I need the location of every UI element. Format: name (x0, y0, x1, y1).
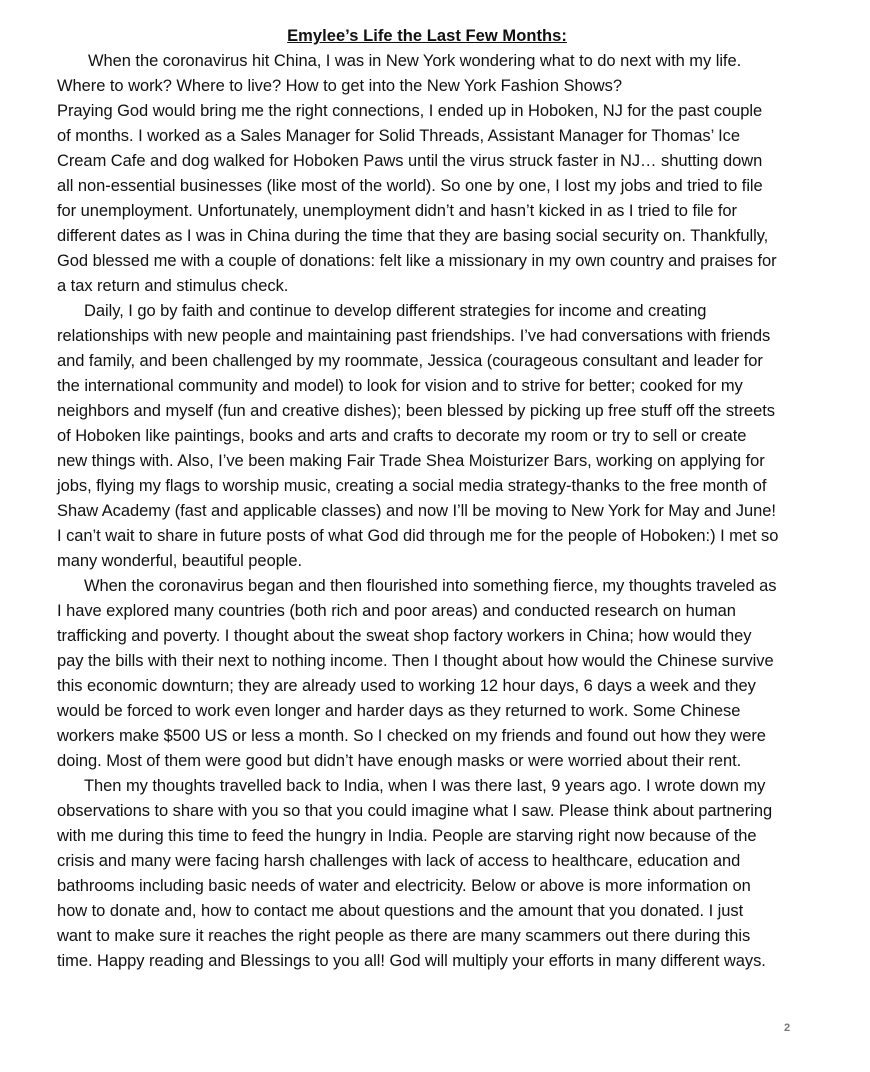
paragraph-line: Then my thoughts travelled back to India, when I was there last, 9 years ago. I wrote down my (84, 777, 766, 795)
paragraph-line: trafficking and poverty. I thought about the sweat shop factory workers in China; how would they (57, 627, 752, 645)
page-number: 2 (783, 1022, 791, 1034)
paragraph-line: of months. I worked as a Sales Manager for Solid Threads, Assistant Manager for Thomas’ Ice (57, 127, 740, 145)
paragraph-line: observations to share with you so that you could imagine what I saw. Please think about partnering (57, 802, 773, 820)
paragraph-line: and family, and been challenged by my roommate, Jessica (courageous consultant and leader for (57, 352, 763, 370)
paragraph-line: When the coronavirus hit China, I was in New York wondering what to do next with my life. (88, 52, 742, 70)
paragraph-line: many wonderful, beautiful people. (57, 552, 303, 570)
paragraph-hoboken (57, 99, 797, 299)
document-page (57, 24, 797, 974)
paragraph-intro (57, 49, 797, 99)
paragraph-line: jobs, flying my flags to worship music, creating a social media strategy-thanks to the free month of (57, 477, 767, 495)
paragraph-line: Praying God would bring me the right connections, I ended up in Hoboken, NJ for the past couple (57, 102, 763, 120)
paragraph-line: of Hoboken like paintings, books and arts and crafts to decorate my room or try to sell or create (57, 427, 747, 445)
paragraph-coronavirus (57, 574, 797, 774)
paragraph-line: I can’t wait to share in future posts of what God did through me for the people of Hoboken:) I met so (57, 527, 779, 545)
paragraph-line: time. Happy reading and Blessings to you all! God will multiply your efforts in many different ways. (57, 952, 766, 970)
paragraph-line: a tax return and stimulus check. (57, 277, 289, 295)
paragraph-line: When the coronavirus began and then flourished into something fierce, my thoughts traveled as (84, 577, 777, 595)
paragraph-line: would be forced to work even longer and harder days as they returned to work. Some Chinese (57, 702, 741, 720)
paragraph-line: God blessed me with a couple of donations: felt like a missionary in my own country and praises for (57, 252, 777, 270)
paragraph-line: different dates as I was in China during the time that they are basing social security on. Thankfully, (57, 227, 769, 245)
paragraph-line: want to make sure it reaches the right people as there are many scammers out there during this (57, 927, 751, 945)
paragraph-line: I have explored many countries (both rich and poor areas) and conducted research on human (57, 602, 736, 620)
paragraph-line: new things with. Also, I’ve been making Fair Trade Shea Moisturizer Bars, working on applying for (57, 452, 765, 470)
paragraph-line: bathrooms including basic needs of water and electricity. Below or above is more information on (57, 877, 751, 895)
paragraph-line: all non-essential businesses (like most of the world). So one by one, I lost my jobs and tried to file (57, 177, 763, 195)
paragraph-line: Where to work? Where to live? How to get into the New York Fashion Shows? (57, 77, 622, 95)
paragraph-line: with me during this time to feed the hungry in India. People are starving right now because of the (57, 827, 757, 845)
paragraph-daily (57, 299, 797, 574)
paragraph-line: the international community and model) to look for vision and to strive for better; cooked for my (57, 377, 743, 395)
paragraph-line: neighbors and myself (fun and creative dishes); been blessed by picking up free stuff off the streets (57, 402, 776, 420)
paragraph-line: pay the bills with their next to nothing income. Then I thought about how would the Chinese survive (57, 652, 774, 670)
paragraph-line: how to donate and, how to contact me about questions and the amount that you donated. I just (57, 902, 744, 920)
paragraph-india (57, 774, 797, 974)
paragraph-line: Shaw Academy (fast and applicable classes) and now I’ll be moving to New York for May and June! (57, 502, 776, 520)
paragraph-line: workers make $500 US or less a month. So I checked on my friends and found out how they were (57, 727, 766, 745)
paragraph-line: relationships with new people and maintaining past friendships. I’ve had conversations with friends (57, 327, 771, 345)
paragraph-line: this economic downturn; they are already used to working 12 hour days, 6 days a week and they (57, 677, 756, 695)
paragraph-line: doing. Most of them were good but didn’t have enough masks or were worried about their rent. (57, 752, 742, 770)
paragraph-line: crisis and many were facing harsh challenges with lack of access to healthcare, education and (57, 852, 741, 870)
paragraph-line: Daily, I go by faith and continue to develop different strategies for income and creating (84, 302, 707, 320)
document-title: Emylee’s Life the Last Few Months: (287, 27, 567, 45)
paragraph-line: Cream Cafe and dog walked for Hoboken Paws until the virus struck faster in NJ… shutting down (57, 152, 763, 170)
paragraph-line: for unemployment. Unfortunately, unemployment didn’t and hasn’t kicked in as I tried to file for (57, 202, 737, 220)
